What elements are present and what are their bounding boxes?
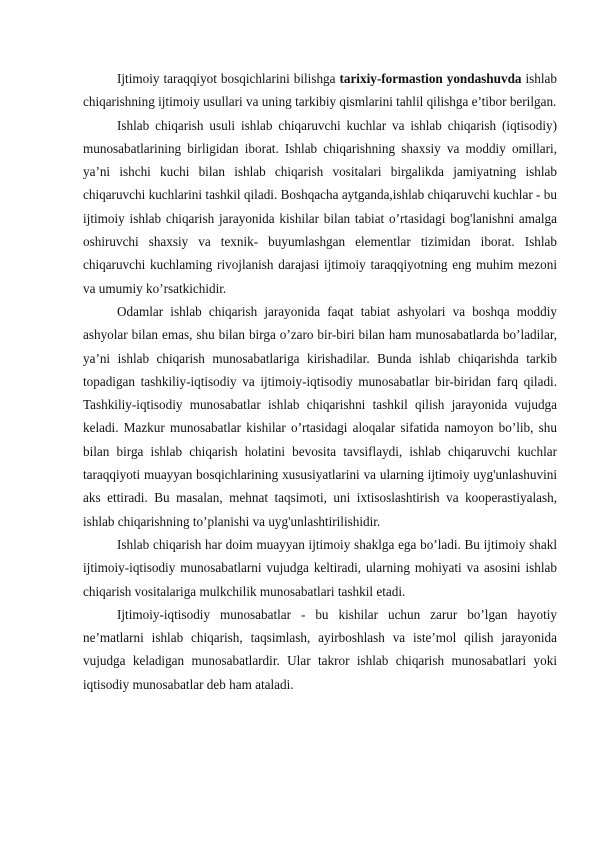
paragraph-1-bold-term: tarixiy-formastion yondashuvda	[339, 71, 522, 86]
paragraph-5: Ijtimoiy-iqtisodiy munosabatlar - bu kishilar uchun zarur bo’lgan hayotiy ne’matlarni ishlab chiqarish, taqsimlash, ayirboshlash va iste’mol qilish jarayonida vujudga keladigan munosabatlardir. Ular takror ishlab chiqarish munosabatlari yoki iqtisodiy munosabatlar deb ham ataladi.	[83, 606, 557, 692]
paragraph-1	[83, 67, 557, 114]
document-page	[83, 67, 557, 696]
paragraph-4: Ishlab chiqarish har doim muayyan ijtimoiy shaklga ega bo’ladi. Bu ijtimoiy shakl ijtimoiy-iqtisodiy munosabatlarni vujudga keltiradi, ularning mohiyati va asosini ishlab chiqarish vositalariga mulkchilik munosabatlari tashkil etadi.	[83, 536, 557, 599]
paragraph-2: Ishlab chiqarish usuli ishlab chiqaruvchi kuchlar va ishlab chiqarish (iqtisodiy) munosabatlarining birligidan iborat. Ishlab chiqarishning shaxsiy va moddiy omillari, ya’ni ishchi kuchi bilan ishlab chiqarish vositalari birgalikda jamiyatning ishlab chiqaruvchi kuchlarini tashkil qiladi. Boshqacha aytganda,ishlab chiqaruvchi kuchlar - bu ijtimoiy ishlab chiqarish jarayonida kishilar bilan tabiat o’rtasidagi bog'lanishni amalga oshiruvchi shaxsiy va texnik- buyumlashgan elementlar tizimidan iborat. Ishlab chiqaruvchi kuchlaming rivojlanish darajasi ijtimoiy taraqqiyotning eng muhim mezoni va umumiy ko’rsatkichidir.	[83, 117, 557, 296]
paragraph-1-lead: Ijtimoiy taraqqiyot bosqichlarini bilishga	[117, 71, 340, 86]
paragraph-1-rest: ishlab chiqarishning ijtimoiy usullari va uning tarkibiy qismlarini tahlil qilishga e’tibor berilgan.	[83, 71, 557, 110]
paragraph-3: Odamlar ishlab chiqarish jarayonida faqat tabiat ashyolari va boshqa moddiy ashyolar bilan emas, shu bilan birga o’zaro bir-biri bilan ham munosabatlarda bo’ladilar, ya’ni ishlab chiqarish munosabatlariga kirishadilar. Bunda ishlab chiqarishda tarkib topadigan tashkiliy-iqtisodiy va ijtimoiy-iqtisodiy munosabatlar bir-biridan farq qiladi. Tashkiliy-iqtisodiy munosabatlar ishlab chiqarishni tashkil qilish jarayonida vujudga keladi. Mazkur munosabatlar kishilar o’rtasidagi aloqalar sifatida namoyon bo’lib, shu bilan birga ishlab chiqarish holatini bevosita tavsiflaydi, ishlab chiqaruvchi kuchlar taraqqiyoti muayyan bosqichlarining xususiyatlarini va ularning ijtimoiy uyg'unlashuvini aks ettiradi. Bu masalan, mehnat taqsimoti, uni ixtisoslashtirish va kooperastiyalash, ishlab chiqarishning to’planishi va uyg'unlashtirilishidir.	[83, 303, 557, 529]
